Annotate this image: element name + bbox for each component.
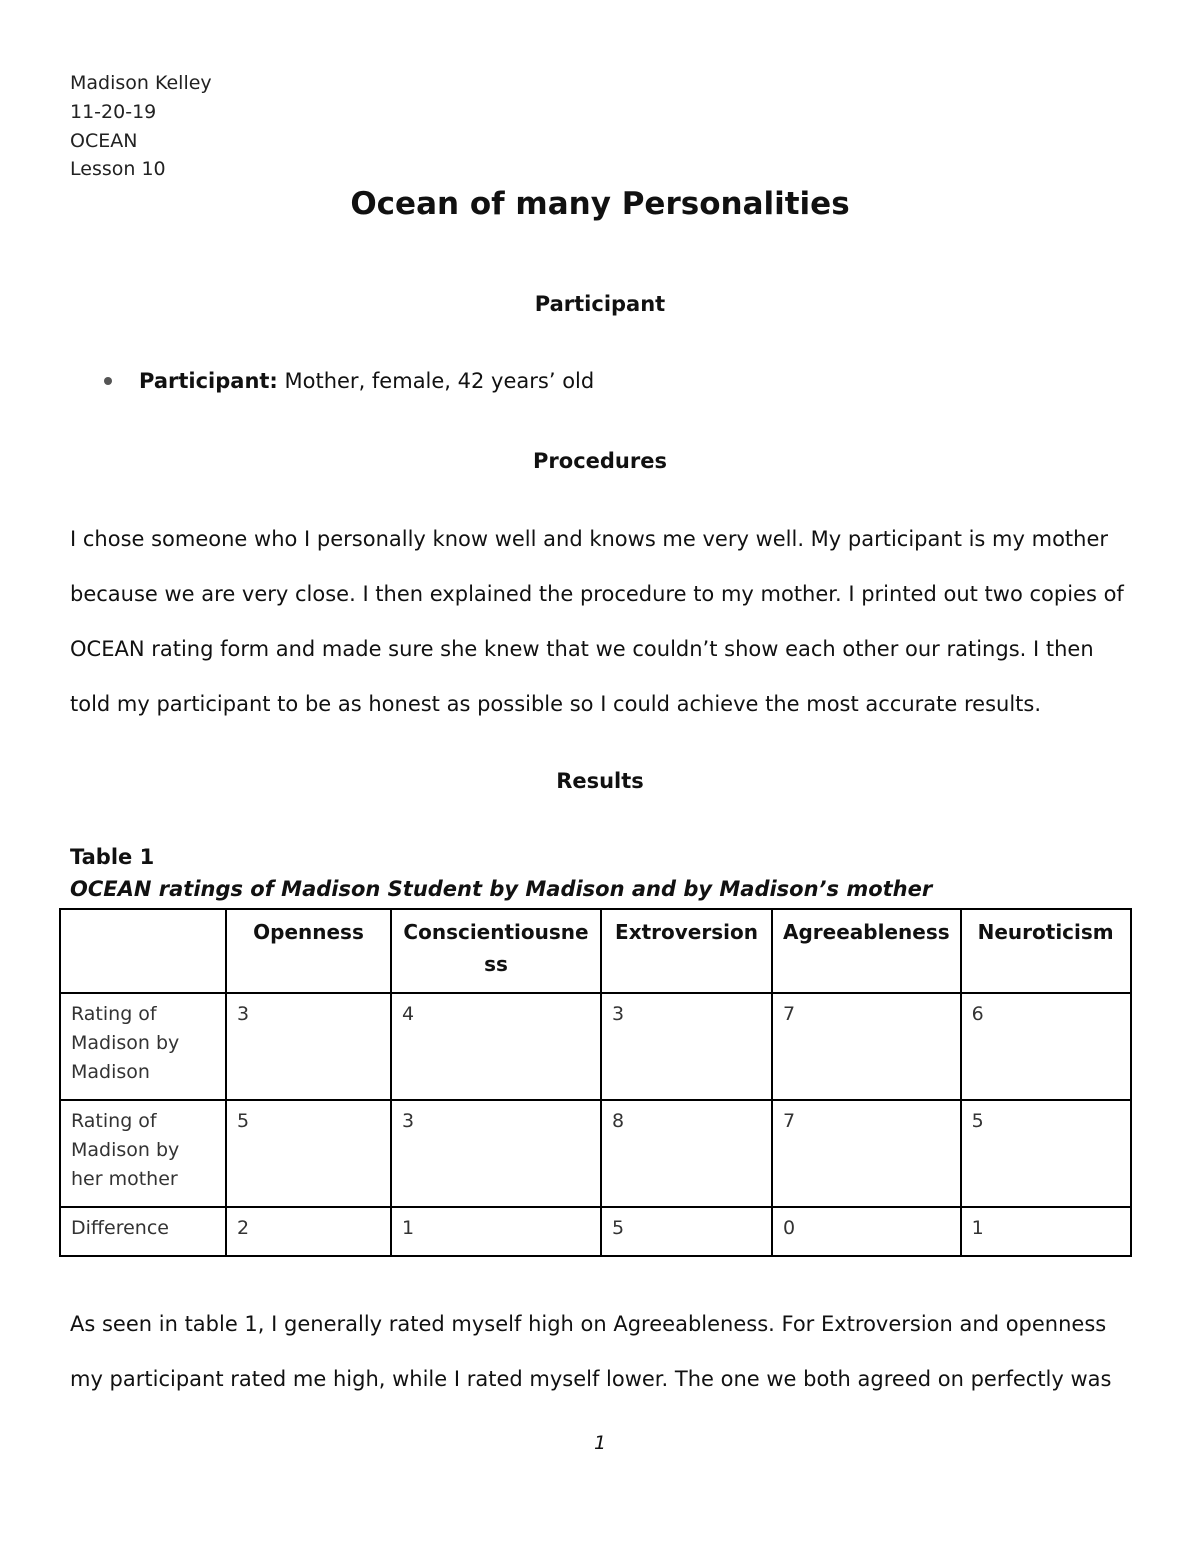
table-cell: 3 <box>391 1100 601 1207</box>
row-label: Rating of Madison by her mother <box>60 1100 226 1207</box>
lesson-number: Lesson 10 <box>70 158 166 180</box>
bullet-icon <box>104 377 112 385</box>
participant-heading: Participant <box>534 292 666 316</box>
document-title: Ocean of many Personalities <box>350 186 850 222</box>
table-header-cell: Neuroticism <box>961 909 1131 993</box>
table-header-cell <box>60 909 226 993</box>
participant-bullet <box>104 369 594 393</box>
table-row <box>60 1207 1131 1256</box>
table-header-row <box>60 909 1131 993</box>
procedures-heading: Procedures <box>533 449 667 473</box>
row-label: Difference <box>60 1207 226 1256</box>
table-cell: 7 <box>772 993 961 1100</box>
table-cell: 7 <box>772 1100 961 1207</box>
table-cell: 3 <box>601 993 772 1100</box>
participant-bullet-label: Participant: <box>139 369 278 393</box>
table-header-cell: Conscientiousness <box>391 909 601 993</box>
table-row <box>60 1100 1131 1207</box>
table-cell: 5 <box>601 1207 772 1256</box>
table-cell: 5 <box>961 1100 1131 1207</box>
table-cell: 0 <box>772 1207 961 1256</box>
table-label: Table 1 <box>70 845 155 869</box>
table-cell: 5 <box>226 1100 391 1207</box>
table-cell: 3 <box>226 993 391 1100</box>
course-name: OCEAN <box>70 130 138 152</box>
procedures-paragraph: I chose someone who I personally know well and knows me very well. My participant is my mother because we are very close. I then explained the procedure to my mother. I printed out two copies of OCEAN rating form and made sure she knew that we couldn’t show each other our ratings. I then told my participant to be as honest as possible so I could achieve the most accurate results. <box>70 527 1124 716</box>
table-cell: 2 <box>226 1207 391 1256</box>
row-label: Rating of Madison by Madison <box>60 993 226 1100</box>
results-heading: Results <box>556 769 644 793</box>
page-number: 1 <box>593 1432 607 1454</box>
results-paragraph: As seen in table 1, I generally rated myself high on Agreeableness. For Extroversion and openness my participant rated me high, while I rated myself lower. The one we both agreed on perfectly was <box>70 1312 1112 1391</box>
table-row <box>60 993 1131 1100</box>
table-cell: 1 <box>961 1207 1131 1256</box>
document-date: 11-20-19 <box>70 101 157 123</box>
table-header-cell: Openness <box>226 909 391 993</box>
table-cell: 6 <box>961 993 1131 1100</box>
table-cell: 8 <box>601 1100 772 1207</box>
ocean-ratings-table <box>59 908 1132 1257</box>
table-caption: OCEAN ratings of Madison Student by Madison and by Madison’s mother <box>70 877 933 901</box>
table-header-cell: Extroversion <box>601 909 772 993</box>
author-name: Madison Kelley <box>70 72 212 94</box>
table-cell: 4 <box>391 993 601 1100</box>
table-cell: 1 <box>391 1207 601 1256</box>
table-header-cell: Agreeableness <box>772 909 961 993</box>
participant-bullet-text: Mother, female, 42 years’ old <box>277 369 595 393</box>
